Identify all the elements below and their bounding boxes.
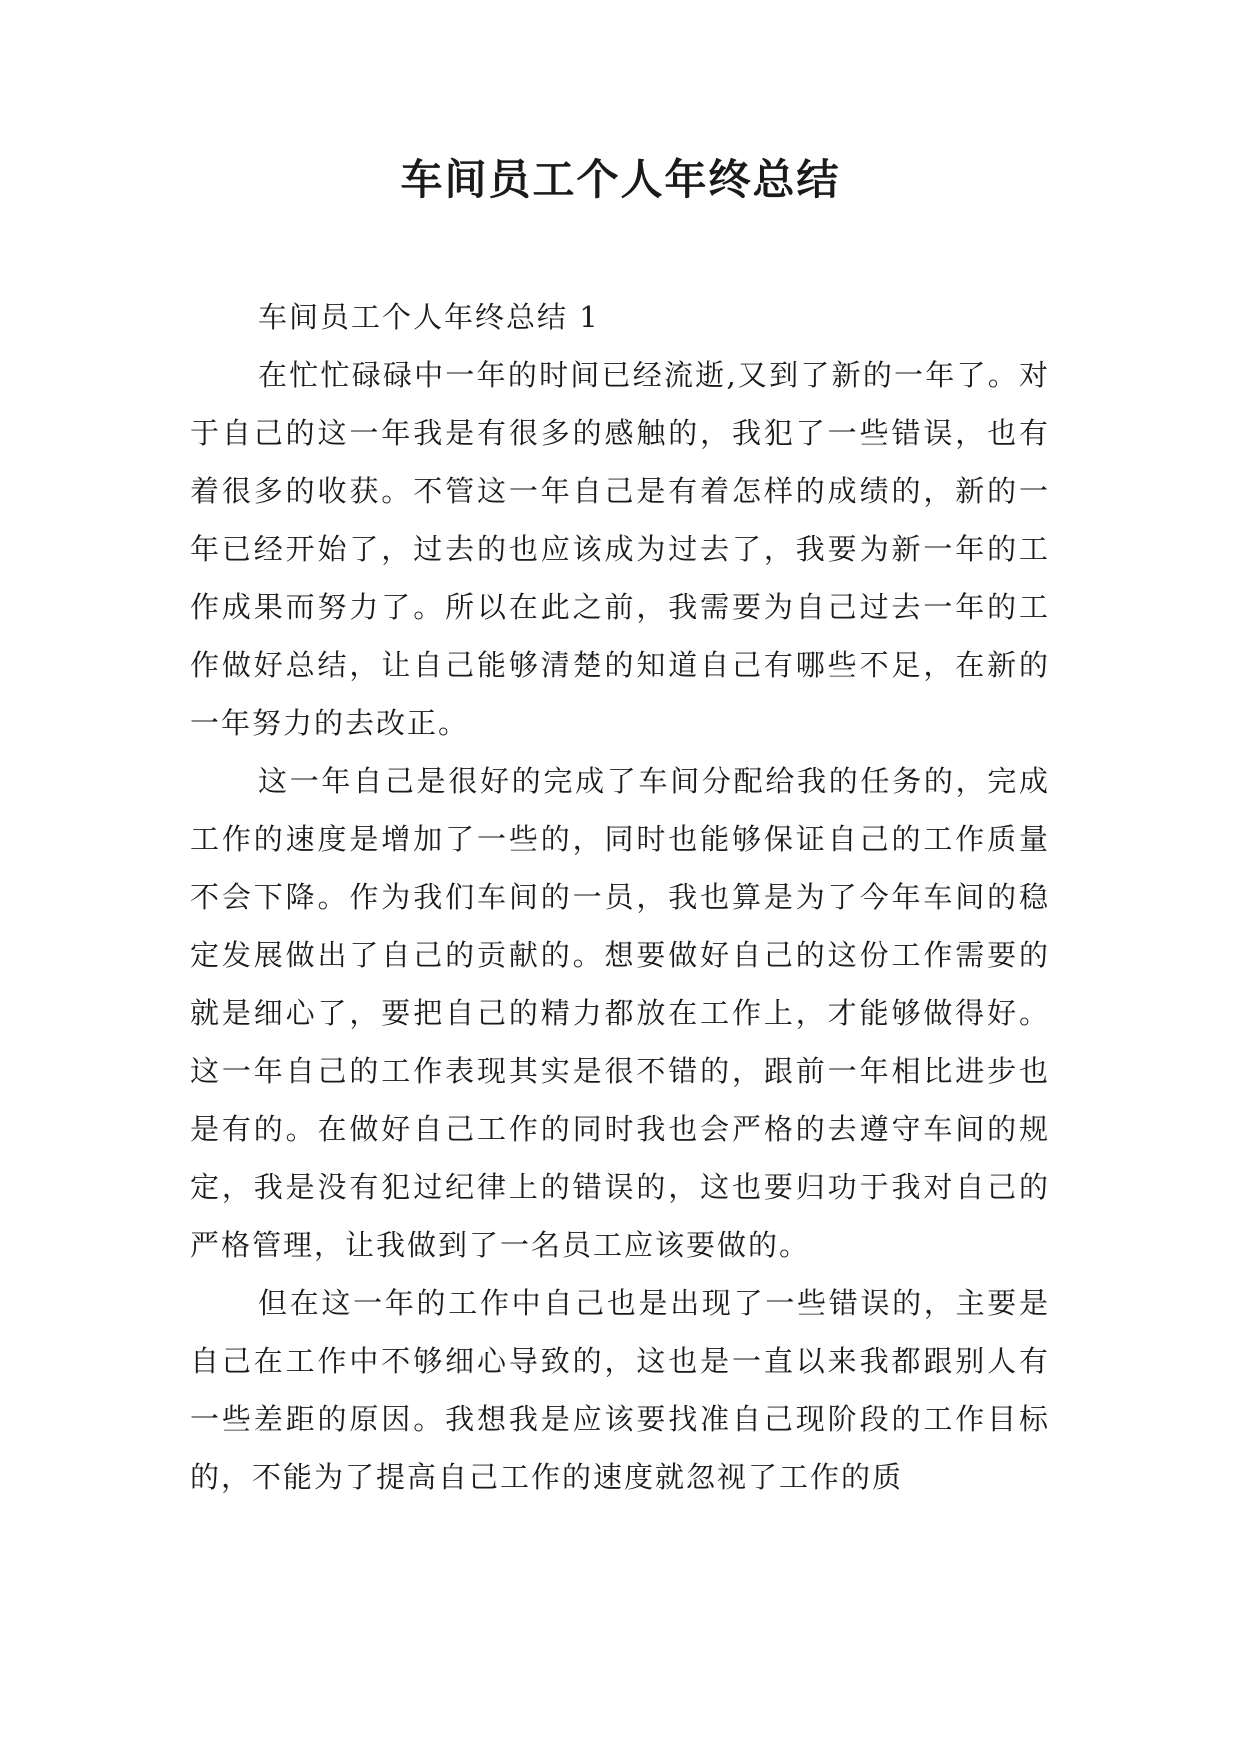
paragraph-1: 在忙忙碌碌中一年的时间已经流逝,又到了新的一年了。对于自己的这一年我是有很多的感触的，我犯了一些错误，也有着很多的收获。不管这一年自己是有着怎样的成绩的，新的一年已经开始了，过去的也应该成为过去了，我要为新一年的工作成果而努力了。所以在此之前，我需要为自己过去一年的工作做好总结，让自己能够清楚的知道自己有哪些不足，在新的一年努力的去改正。 <box>190 358 1050 740</box>
paragraph-3: 但在这一年的工作中自己也是出现了一些错误的，主要是自己在工作中不够细心导致的，这也是一直以来我都跟别人有一些差距的原因。我想我是应该要找准自己现阶段的工作目标的，不能为了提高自己工作的速度就忽视了工作的质 <box>190 1286 1050 1494</box>
document-body <box>190 288 1050 1506</box>
document-title: 车间员工个人年终总结 <box>400 155 841 204</box>
paragraph-2: 这一年自己是很好的完成了车间分配给我的任务的，完成工作的速度是增加了一些的，同时也能够保证自己的工作质量不会下降。作为我们车间的一员，我也算是为了今年车间的稳定发展做出了自己的贡献的。想要做好自己的这份工作需要的就是细心了，要把自己的精力都放在工作上，才能够做得好。这一年自己的工作表现其实是很不错的，跟前一年相比进步也是有的。在做好自己工作的同时我也会严格的去遵守车间的规定，我是没有犯过纪律上的错误的，这也要归功于我对自己的严格管理，让我做到了一名员工应该要做的。 <box>190 764 1050 1262</box>
section-heading: 车间员工个人年终总结 1 <box>258 300 600 334</box>
